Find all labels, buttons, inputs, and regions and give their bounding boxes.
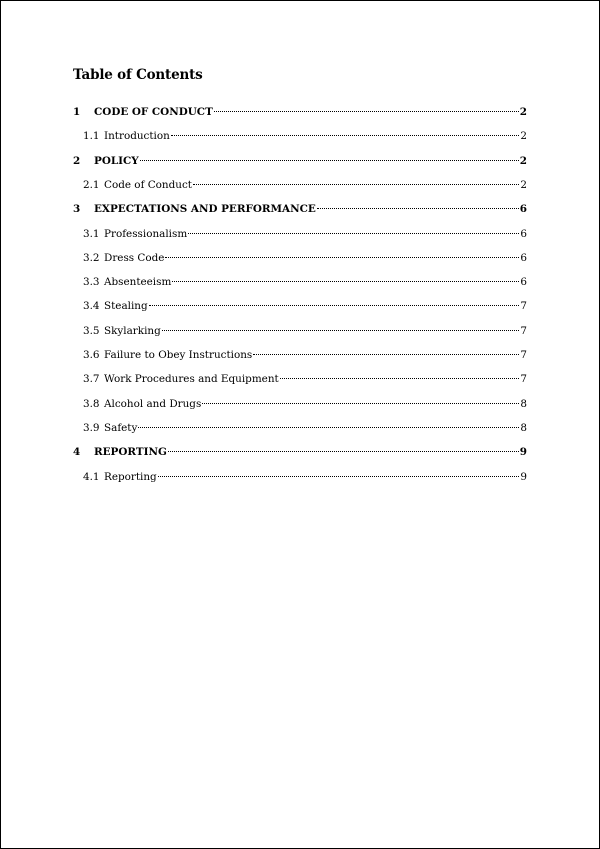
toc-dot-leader: [165, 245, 519, 261]
toc-entry-number: 3.5: [83, 324, 100, 337]
toc-entry-title: Code of Conduct: [104, 178, 192, 191]
toc-entry-title: Work Procedures and Equipment: [104, 373, 279, 386]
toc-dot-leader: [158, 464, 520, 480]
toc-entry-title: Stealing: [104, 300, 148, 313]
toc-entry-1[interactable]: [73, 99, 527, 118]
toc-dot-leader: [172, 269, 519, 285]
toc-entry-3-4[interactable]: [83, 293, 527, 313]
toc-entry-page-number: 6: [520, 276, 527, 289]
toc-dot-leader: [193, 172, 519, 188]
toc-entry-number: 2.1: [83, 178, 100, 191]
toc-dot-leader: [149, 293, 520, 309]
toc-dot-leader: [202, 391, 519, 407]
toc-entry-number: 3.2: [83, 251, 100, 264]
toc-entry-number: 1: [73, 106, 81, 118]
toc-entry-number: 3: [73, 203, 81, 216]
toc-entry-page-number: 2: [519, 154, 527, 167]
toc-entry-title: Reporting: [104, 470, 157, 483]
toc-entry-page-number: 7: [520, 300, 527, 313]
toc-entry-title: Dress Code: [104, 251, 165, 264]
toc-entry-page-number: 6: [520, 227, 527, 240]
toc-entry-title: Failure to Obey Instructions: [104, 349, 253, 361]
toc-entry-page-number: 2: [520, 178, 527, 191]
toc-entry-2-1[interactable]: [83, 172, 527, 191]
toc-entry-3[interactable]: [73, 196, 527, 216]
toc-entry-page-number: 6: [519, 203, 527, 216]
toc-entry-3-7[interactable]: [83, 366, 527, 386]
toc-entry-3-9[interactable]: [83, 415, 527, 434]
toc-entry-page-number: 9: [519, 446, 527, 459]
toc-entry-page-number: 7: [520, 373, 527, 386]
toc-entry-number: 4.1: [83, 470, 100, 483]
toc-entry-page-number: 2: [519, 106, 527, 118]
toc-dot-leader: [168, 439, 519, 455]
toc-entry-3-6[interactable]: [83, 342, 527, 361]
toc-entry-3-1[interactable]: [83, 221, 527, 240]
toc-entry-number: 3.9: [83, 421, 100, 434]
toc-entry-title: EXPECTATIONS AND PERFORMANCE: [94, 203, 316, 216]
toc-dot-leader: [188, 221, 519, 237]
toc-entry-page-number: 8: [520, 397, 527, 410]
toc-entry-number: 3.8: [83, 397, 100, 410]
toc-entry-title: Professionalism: [104, 227, 188, 240]
toc-entry-number: 3.1: [83, 227, 100, 240]
toc-entry-3-3[interactable]: [83, 269, 527, 289]
toc-dot-leader: [280, 366, 520, 382]
toc-entry-2[interactable]: [73, 148, 527, 167]
toc-entry-page-number: 7: [520, 349, 527, 361]
toc-entry-number: 2: [73, 154, 81, 167]
toc-entry-page-number: 8: [520, 421, 527, 434]
toc-dot-leader: [140, 148, 519, 164]
toc-dot-leader: [317, 196, 519, 212]
toc-entry-number: 3.7: [83, 373, 100, 386]
toc-entry-title: Skylarking: [104, 324, 161, 337]
toc-entry-page-number: 7: [520, 324, 527, 337]
toc-entry-1-1[interactable]: [83, 123, 527, 143]
toc-entry-number: 4: [73, 446, 81, 459]
toc-entry-number: 3.6: [83, 349, 100, 361]
toc-entry-title: Safety: [104, 421, 138, 434]
toc-entry-page-number: 9: [520, 470, 527, 483]
toc-entry-title: POLICY: [94, 154, 139, 167]
toc-entry-number: 1.1: [83, 130, 100, 143]
toc-entry-title: Alcohol and Drugs: [104, 397, 202, 410]
toc-dot-leader: [214, 99, 519, 115]
toc-entry-4[interactable]: [73, 439, 527, 459]
toc-dot-leader: [171, 123, 520, 139]
toc-entry-page-number: 2: [520, 130, 527, 143]
toc-entry-title: REPORTING: [94, 446, 167, 459]
toc-entry-title: CODE OF CONDUCT: [94, 106, 213, 118]
toc-entry-number: 3.4: [83, 300, 100, 313]
toc-dot-leader: [162, 318, 520, 334]
toc-dot-leader: [138, 415, 519, 431]
toc-entry-4-1[interactable]: [83, 464, 527, 483]
toc-title: Table of Contents: [73, 67, 203, 83]
toc-dot-leader: [253, 342, 519, 358]
toc-entry-number: 3.3: [83, 276, 100, 289]
toc-entry-title: Absenteeism: [104, 276, 172, 289]
toc-entry-title: Introduction: [104, 130, 170, 143]
toc-entry-3-8[interactable]: [83, 391, 527, 410]
toc-entry-3-5[interactable]: [83, 318, 527, 337]
toc-entry-3-2[interactable]: [83, 245, 527, 264]
toc-entry-page-number: 6: [520, 251, 527, 264]
